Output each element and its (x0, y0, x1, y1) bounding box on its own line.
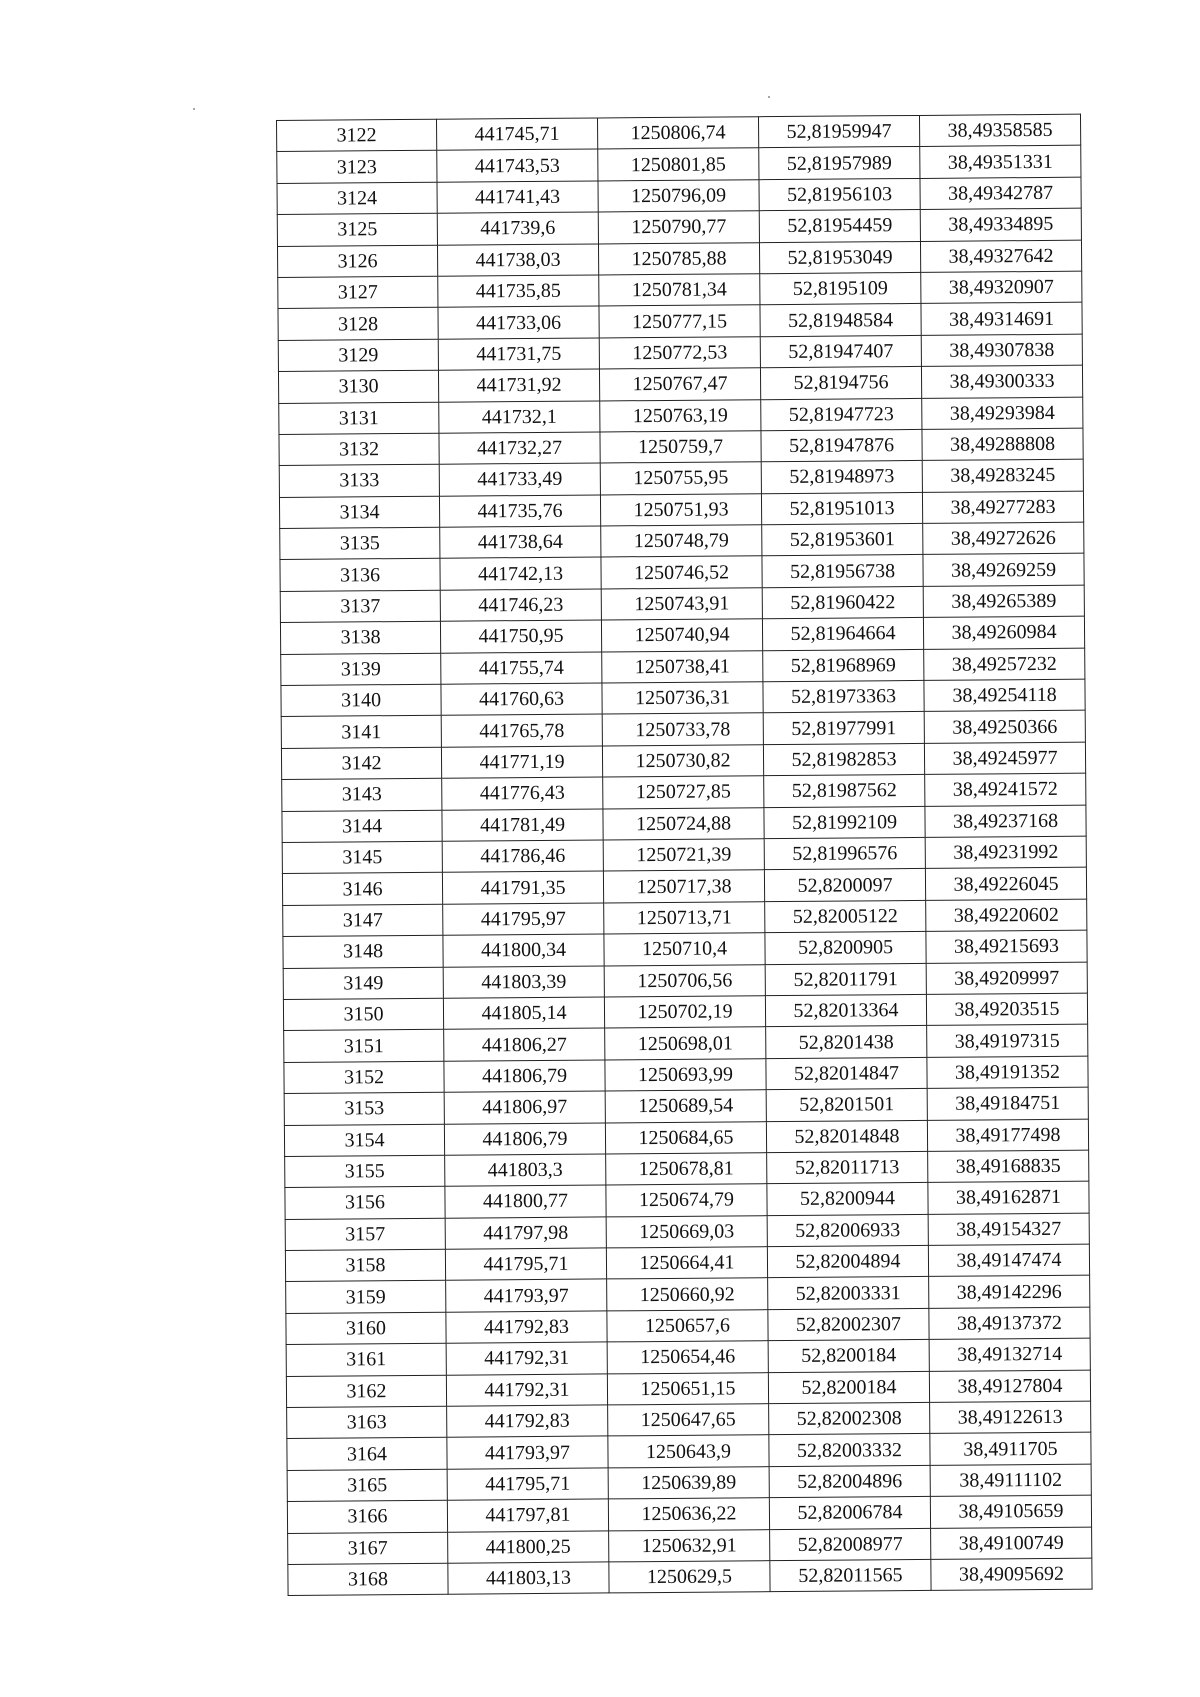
y-coordinate-cell: 1250724,88 (603, 807, 764, 840)
latitude-cell: 52,81973363 (763, 680, 924, 713)
latitude-cell: 52,8195109 (760, 272, 921, 305)
y-coordinate-cell: 1250713,71 (604, 901, 765, 934)
point-number-cell: 3167 (288, 1532, 448, 1565)
point-number-cell: 3155 (285, 1155, 445, 1188)
latitude-cell: 52,82002307 (768, 1308, 929, 1341)
longitude-cell: 38,49257232 (924, 648, 1085, 681)
y-coordinate-cell: 1250801,85 (598, 148, 759, 181)
y-coordinate-cell: 1250740,94 (601, 619, 762, 652)
point-number-cell: 3125 (277, 213, 437, 246)
latitude-cell: 52,81956738 (762, 555, 923, 588)
y-coordinate-cell: 1250748,79 (601, 525, 762, 558)
longitude-cell: 38,49307838 (921, 334, 1082, 367)
longitude-cell: 38,49254118 (924, 679, 1085, 712)
point-number-cell: 3127 (278, 276, 438, 309)
longitude-cell: 38,49358585 (919, 114, 1080, 147)
point-number-cell: 3138 (280, 621, 440, 654)
y-coordinate-cell: 1250657,6 (607, 1310, 768, 1343)
x-coordinate-cell: 441803,39 (443, 965, 604, 998)
x-coordinate-cell: 441795,97 (443, 903, 604, 936)
longitude-cell: 38,49226045 (925, 868, 1086, 901)
point-number-cell: 3148 (283, 935, 443, 968)
x-coordinate-cell: 441731,92 (438, 369, 599, 402)
x-coordinate-cell: 441771,19 (441, 746, 602, 779)
scan-speck (768, 96, 770, 98)
latitude-cell: 52,82013364 (765, 994, 926, 1027)
latitude-cell: 52,8200184 (768, 1340, 929, 1373)
longitude-cell: 38,49162871 (928, 1181, 1089, 1214)
longitude-cell: 38,49327642 (920, 240, 1081, 273)
y-coordinate-cell: 1250796,09 (598, 179, 759, 212)
latitude-cell: 52,82014848 (766, 1120, 927, 1153)
x-coordinate-cell: 441750,95 (440, 620, 601, 653)
longitude-cell: 38,49142296 (929, 1276, 1090, 1309)
point-number-cell: 3128 (278, 308, 438, 341)
y-coordinate-cell: 1250727,85 (603, 776, 764, 809)
longitude-cell: 38,49300333 (921, 365, 1082, 398)
y-coordinate-cell: 1250790,77 (598, 211, 759, 244)
longitude-cell: 38,49197315 (927, 1024, 1088, 1057)
longitude-cell: 38,49260984 (923, 616, 1084, 649)
point-number-cell: 3124 (277, 182, 437, 215)
x-coordinate-cell: 441739,6 (437, 212, 598, 245)
x-coordinate-cell: 441803,3 (445, 1154, 606, 1187)
point-number-cell: 3132 (279, 433, 439, 466)
x-coordinate-cell: 441795,71 (447, 1468, 608, 1501)
latitude-cell: 52,81948584 (760, 304, 921, 337)
latitude-cell: 52,81960422 (762, 586, 923, 619)
latitude-cell: 52,82003331 (768, 1277, 929, 1310)
longitude-cell: 38,49277283 (922, 491, 1083, 524)
latitude-cell: 52,82005122 (765, 900, 926, 933)
y-coordinate-cell: 1250767,47 (599, 368, 760, 401)
latitude-cell: 52,81947876 (761, 429, 922, 462)
x-coordinate-cell: 441803,13 (448, 1562, 609, 1595)
x-coordinate-cell: 441755,74 (441, 652, 602, 685)
y-coordinate-cell: 1250781,34 (599, 274, 760, 307)
point-number-cell: 3130 (278, 370, 438, 403)
y-coordinate-cell: 1250632,91 (609, 1529, 770, 1562)
y-coordinate-cell: 1250772,53 (599, 336, 760, 369)
point-number-cell: 3165 (287, 1469, 447, 1502)
point-number-cell: 3141 (281, 716, 441, 749)
point-number-cell: 3142 (281, 747, 441, 780)
longitude-cell: 38,49105659 (930, 1495, 1091, 1528)
x-coordinate-cell: 441765,78 (441, 714, 602, 747)
y-coordinate-cell: 1250751,93 (600, 493, 761, 526)
latitude-cell: 52,81996576 (764, 837, 925, 870)
point-number-cell: 3129 (278, 339, 438, 372)
latitude-cell: 52,8200184 (768, 1371, 929, 1404)
x-coordinate-cell: 441805,14 (443, 997, 604, 1030)
x-coordinate-cell: 441797,81 (447, 1499, 608, 1532)
longitude-cell: 38,49342787 (920, 177, 1081, 210)
x-coordinate-cell: 441742,13 (440, 557, 601, 590)
longitude-cell: 38,49111102 (930, 1464, 1091, 1497)
longitude-cell: 38,49314691 (921, 303, 1082, 336)
y-coordinate-cell: 1250647,65 (608, 1404, 769, 1437)
point-number-cell: 3122 (277, 119, 437, 152)
longitude-cell: 38,49288808 (922, 428, 1083, 461)
x-coordinate-cell: 441791,35 (442, 871, 603, 904)
x-coordinate-cell: 441743,53 (437, 149, 598, 182)
longitude-cell: 38,49293984 (922, 397, 1083, 430)
longitude-cell: 38,49122613 (930, 1401, 1091, 1434)
y-coordinate-cell: 1250710,4 (604, 933, 765, 966)
y-coordinate-cell: 1250660,92 (607, 1278, 768, 1311)
x-coordinate-cell: 441733,06 (438, 306, 599, 339)
coordinates-table-body (277, 114, 1093, 1596)
latitude-cell: 52,81953601 (762, 524, 923, 557)
y-coordinate-cell: 1250693,99 (605, 1058, 766, 1091)
point-number-cell: 3150 (283, 998, 443, 1031)
x-coordinate-cell: 441792,31 (446, 1342, 607, 1375)
x-coordinate-cell: 441746,23 (440, 589, 601, 622)
y-coordinate-cell: 1250733,78 (602, 713, 763, 746)
x-coordinate-cell: 441741,43 (437, 181, 598, 214)
point-number-cell: 3137 (280, 590, 440, 623)
latitude-cell: 52,82003332 (769, 1434, 930, 1467)
x-coordinate-cell: 441806,27 (444, 1028, 605, 1061)
point-number-cell: 3160 (286, 1312, 446, 1345)
y-coordinate-cell: 1250654,46 (607, 1341, 768, 1374)
x-coordinate-cell: 441732,27 (439, 432, 600, 465)
x-coordinate-cell: 441800,77 (445, 1185, 606, 1218)
point-number-cell: 3159 (286, 1281, 446, 1314)
longitude-cell: 38,49283245 (922, 459, 1083, 492)
latitude-cell: 52,82002308 (769, 1402, 930, 1435)
x-coordinate-cell: 441745,71 (436, 118, 597, 151)
latitude-cell: 52,82006933 (767, 1214, 928, 1247)
latitude-cell: 52,82004894 (767, 1245, 928, 1278)
x-coordinate-cell: 441738,64 (440, 526, 601, 559)
point-number-cell: 3147 (283, 904, 443, 937)
latitude-cell: 52,81951013 (761, 492, 922, 525)
point-number-cell: 3146 (282, 873, 442, 906)
y-coordinate-cell: 1250706,56 (604, 964, 765, 997)
x-coordinate-cell: 441735,85 (438, 275, 599, 308)
point-number-cell: 3134 (279, 496, 439, 529)
longitude-cell: 38,4911705 (930, 1433, 1091, 1466)
longitude-cell: 38,49203515 (926, 993, 1087, 1026)
longitude-cell: 38,49095692 (931, 1558, 1092, 1591)
x-coordinate-cell: 441781,49 (442, 809, 603, 842)
y-coordinate-cell: 1250643,9 (608, 1435, 769, 1468)
x-coordinate-cell: 441792,31 (446, 1374, 607, 1407)
x-coordinate-cell: 441793,97 (447, 1436, 608, 1469)
x-coordinate-cell: 441732,1 (439, 400, 600, 433)
y-coordinate-cell: 1250721,39 (603, 839, 764, 872)
y-coordinate-cell: 1250651,15 (607, 1372, 768, 1405)
x-coordinate-cell: 441738,03 (437, 244, 598, 277)
latitude-cell: 52,81977991 (763, 712, 924, 745)
y-coordinate-cell: 1250806,74 (597, 117, 758, 150)
y-coordinate-cell: 1250664,41 (606, 1247, 767, 1280)
y-coordinate-cell: 1250730,82 (602, 745, 763, 778)
latitude-cell: 52,82011791 (765, 963, 926, 996)
point-number-cell: 3168 (288, 1563, 448, 1596)
y-coordinate-cell: 1250777,15 (599, 305, 760, 338)
latitude-cell: 52,8200944 (767, 1183, 928, 1216)
longitude-cell: 38,49100749 (931, 1527, 1092, 1560)
y-coordinate-cell: 1250669,03 (606, 1215, 767, 1248)
y-coordinate-cell: 1250717,38 (603, 870, 764, 903)
y-coordinate-cell: 1250698,01 (605, 1027, 766, 1060)
table-row (288, 1558, 1092, 1596)
longitude-cell: 38,49237168 (925, 805, 1086, 838)
point-number-cell: 3161 (286, 1343, 446, 1376)
point-number-cell: 3163 (287, 1406, 447, 1439)
point-number-cell: 3139 (281, 653, 441, 686)
scan-speck (193, 108, 195, 110)
x-coordinate-cell: 441776,43 (442, 777, 603, 810)
latitude-cell: 52,81959947 (758, 115, 919, 148)
latitude-cell: 52,8194756 (760, 367, 921, 400)
x-coordinate-cell: 441792,83 (447, 1405, 608, 1438)
latitude-cell: 52,82014847 (766, 1057, 927, 1090)
x-coordinate-cell: 441793,97 (446, 1279, 607, 1312)
y-coordinate-cell: 1250755,95 (600, 462, 761, 495)
y-coordinate-cell: 1250684,65 (605, 1121, 766, 1154)
longitude-cell: 38,49209997 (926, 962, 1087, 995)
latitude-cell: 52,81954459 (759, 210, 920, 243)
point-number-cell: 3156 (285, 1186, 445, 1219)
longitude-cell: 38,49320907 (921, 271, 1082, 304)
longitude-cell: 38,49265389 (923, 585, 1084, 618)
point-number-cell: 3164 (287, 1438, 447, 1471)
y-coordinate-cell: 1250738,41 (602, 650, 763, 683)
y-coordinate-cell: 1250674,79 (606, 1184, 767, 1217)
latitude-cell: 52,81964664 (762, 618, 923, 651)
longitude-cell: 38,49334895 (920, 208, 1081, 241)
point-number-cell: 3166 (287, 1500, 447, 1533)
point-number-cell: 3131 (279, 402, 439, 435)
longitude-cell: 38,49127804 (929, 1370, 1090, 1403)
x-coordinate-cell: 441731,75 (438, 338, 599, 371)
latitude-cell: 52,8200097 (764, 869, 925, 902)
point-number-cell: 3153 (284, 1092, 444, 1125)
longitude-cell: 38,49137372 (929, 1307, 1090, 1340)
longitude-cell: 38,49250366 (924, 711, 1085, 744)
latitude-cell: 52,81953049 (759, 241, 920, 274)
latitude-cell: 52,8201438 (766, 1026, 927, 1059)
x-coordinate-cell: 441792,83 (446, 1311, 607, 1344)
y-coordinate-cell: 1250763,19 (600, 399, 761, 432)
longitude-cell: 38,49272626 (923, 522, 1084, 555)
y-coordinate-cell: 1250746,52 (601, 556, 762, 589)
point-number-cell: 3154 (284, 1124, 444, 1157)
latitude-cell: 52,8201501 (766, 1089, 927, 1122)
latitude-cell: 52,8200905 (765, 932, 926, 965)
latitude-cell: 52,81947723 (761, 398, 922, 431)
longitude-cell: 38,49132714 (929, 1338, 1090, 1371)
latitude-cell: 52,81968969 (763, 649, 924, 682)
longitude-cell: 38,49215693 (926, 930, 1087, 963)
x-coordinate-cell: 441800,25 (448, 1531, 609, 1564)
point-number-cell: 3151 (284, 1030, 444, 1063)
latitude-cell: 52,82008977 (770, 1528, 931, 1561)
y-coordinate-cell: 1250702,19 (604, 996, 765, 1029)
longitude-cell: 38,49184751 (927, 1087, 1088, 1120)
point-number-cell: 3158 (285, 1249, 445, 1282)
point-number-cell: 3135 (280, 527, 440, 560)
point-number-cell: 3140 (281, 684, 441, 717)
latitude-cell: 52,82011713 (767, 1151, 928, 1184)
latitude-cell: 52,81948973 (761, 461, 922, 494)
y-coordinate-cell: 1250736,31 (602, 682, 763, 715)
longitude-cell: 38,49245977 (924, 742, 1085, 775)
latitude-cell: 52,82004896 (769, 1465, 930, 1498)
point-number-cell: 3162 (286, 1375, 446, 1408)
point-number-cell: 3145 (282, 841, 442, 874)
latitude-cell: 52,81956103 (759, 178, 920, 211)
latitude-cell: 52,81982853 (763, 743, 924, 776)
longitude-cell: 38,49231992 (925, 836, 1086, 869)
longitude-cell: 38,49191352 (927, 1056, 1088, 1089)
longitude-cell: 38,49241572 (925, 773, 1086, 806)
y-coordinate-cell: 1250636,22 (608, 1498, 769, 1531)
y-coordinate-cell: 1250785,88 (598, 242, 759, 275)
y-coordinate-cell: 1250629,5 (609, 1561, 770, 1594)
latitude-cell: 52,81987562 (764, 775, 925, 808)
point-number-cell: 3136 (280, 559, 440, 592)
x-coordinate-cell: 441786,46 (442, 840, 603, 873)
latitude-cell: 52,81957989 (759, 147, 920, 180)
point-number-cell: 3149 (283, 967, 443, 1000)
x-coordinate-cell: 441760,63 (441, 683, 602, 716)
y-coordinate-cell: 1250759,7 (600, 431, 761, 464)
latitude-cell: 52,82011565 (770, 1559, 931, 1592)
x-coordinate-cell: 441735,76 (439, 495, 600, 528)
x-coordinate-cell: 441806,79 (444, 1060, 605, 1093)
point-number-cell: 3157 (285, 1218, 445, 1251)
point-number-cell: 3152 (284, 1061, 444, 1094)
longitude-cell: 38,49177498 (927, 1119, 1088, 1152)
y-coordinate-cell: 1250743,91 (601, 588, 762, 621)
point-number-cell: 3143 (282, 778, 442, 811)
y-coordinate-cell: 1250678,81 (606, 1153, 767, 1186)
y-coordinate-cell: 1250639,89 (608, 1466, 769, 1499)
latitude-cell: 52,81992109 (764, 806, 925, 839)
x-coordinate-cell: 441795,71 (445, 1248, 606, 1281)
latitude-cell: 52,82006784 (769, 1497, 930, 1530)
y-coordinate-cell: 1250689,54 (605, 1090, 766, 1123)
point-number-cell: 3126 (277, 245, 437, 278)
longitude-cell: 38,49351331 (920, 146, 1081, 179)
x-coordinate-cell: 441797,98 (445, 1217, 606, 1250)
longitude-cell: 38,49220602 (926, 899, 1087, 932)
coordinates-table (276, 114, 1093, 1597)
point-number-cell: 3123 (277, 151, 437, 184)
longitude-cell: 38,49154327 (928, 1213, 1089, 1246)
point-number-cell: 3144 (282, 810, 442, 843)
latitude-cell: 52,81947407 (760, 335, 921, 368)
longitude-cell: 38,49168835 (928, 1150, 1089, 1183)
x-coordinate-cell: 441800,34 (443, 934, 604, 967)
longitude-cell: 38,49269259 (923, 554, 1084, 587)
longitude-cell: 38,49147474 (928, 1244, 1089, 1277)
x-coordinate-cell: 441733,49 (439, 463, 600, 496)
x-coordinate-cell: 441806,79 (444, 1122, 605, 1155)
point-number-cell: 3133 (279, 465, 439, 498)
x-coordinate-cell: 441806,97 (444, 1091, 605, 1124)
